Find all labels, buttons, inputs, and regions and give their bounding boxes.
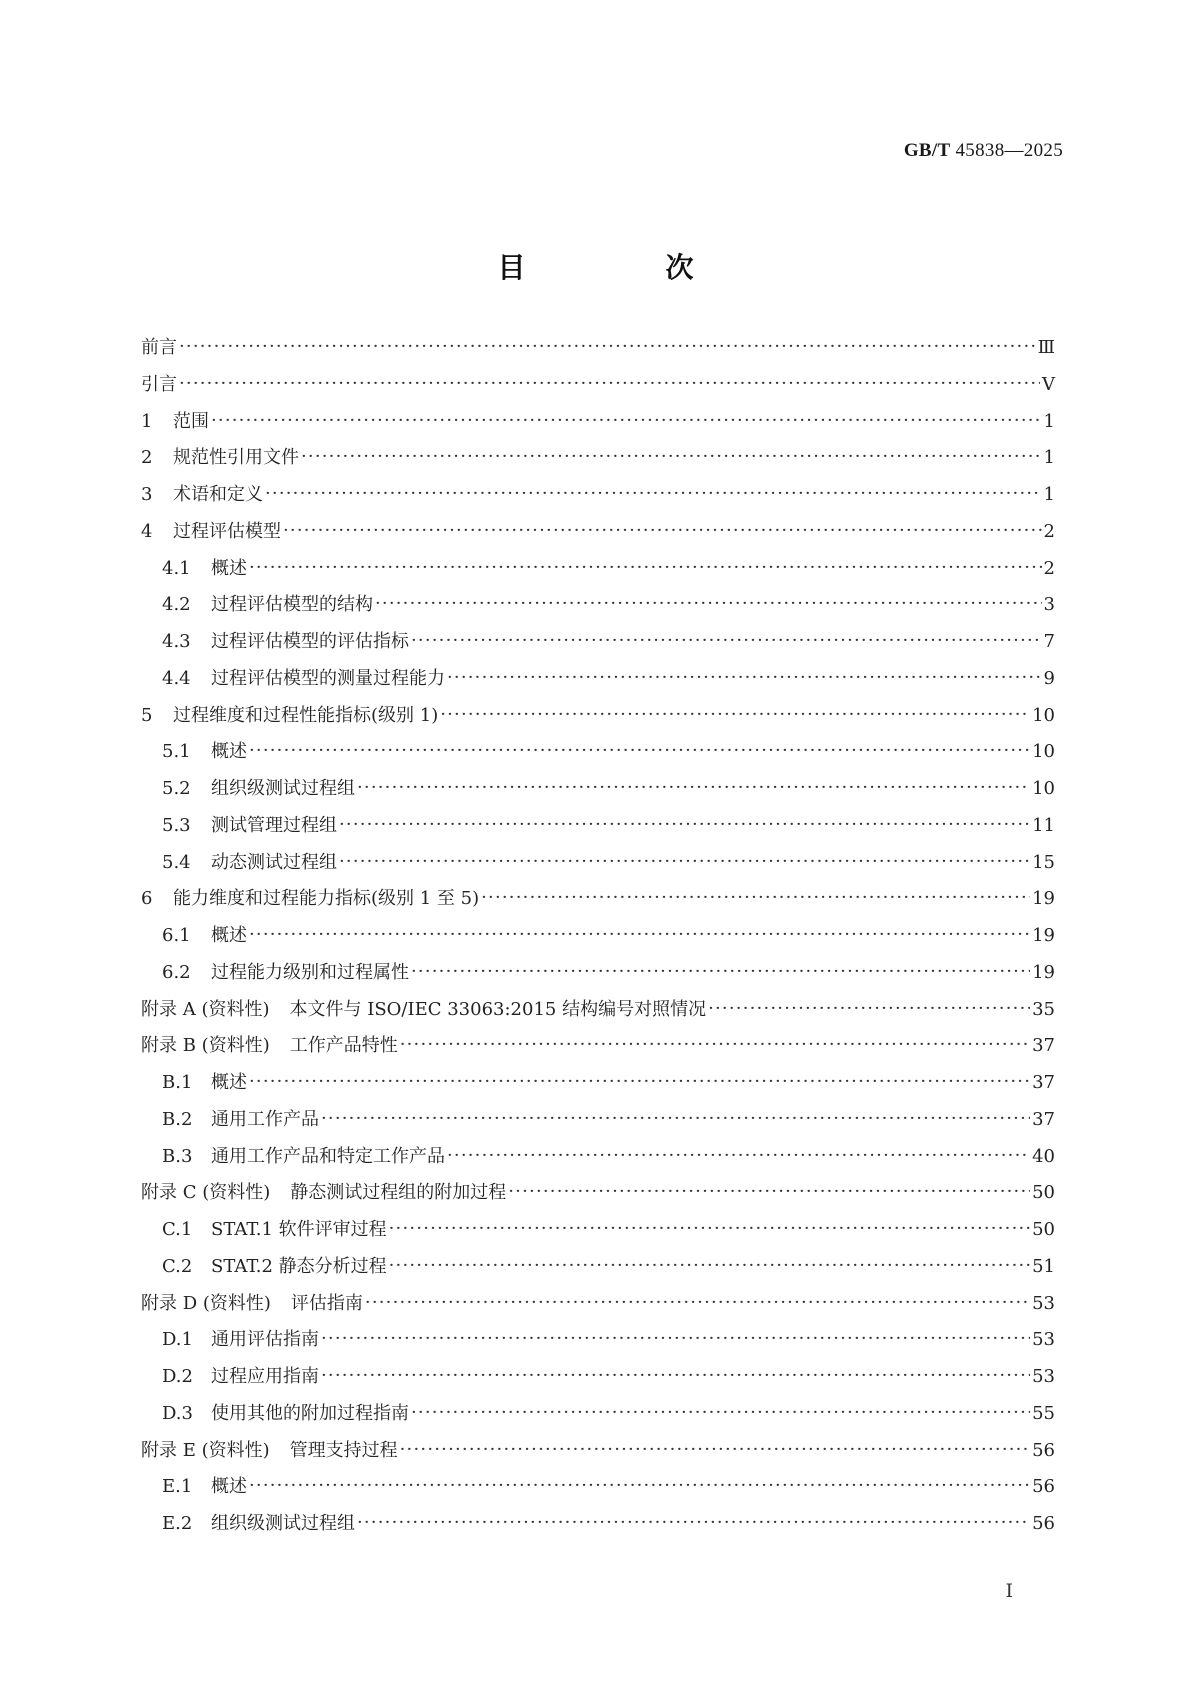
toc-entry-number: D.3 (162, 1402, 193, 1424)
toc-entry-page: 1 (1043, 484, 1055, 505)
toc-dot-leader (301, 439, 1042, 476)
toc-entry[interactable] (141, 918, 1055, 955)
toc-dot-leader (508, 1174, 1030, 1211)
toc-entry[interactable] (141, 1175, 1055, 1212)
toc-dot-leader (400, 1027, 1030, 1064)
toc-dot-leader (440, 697, 1030, 734)
toc-dot-leader (321, 1101, 1030, 1138)
toc-entry-label: 通用工作产品 (211, 1108, 319, 1130)
toc-entry-page: 1 (1043, 447, 1055, 469)
toc-entry-number: 4.3 (162, 631, 191, 652)
toc-entry-label: 本文件与 ISO/IEC 33063:2015 结构编号对照情况 (289, 998, 707, 1020)
toc-entry-label: 能力维度和过程能力指标(级别 1 至 5) (173, 888, 480, 910)
toc-dot-leader (365, 1285, 1030, 1322)
toc-dot-leader (249, 550, 1042, 587)
toc-entry-number: 5.1 (162, 741, 191, 763)
toc-entry-page: 51 (1032, 1255, 1055, 1277)
toc-entry-label: 概述 (211, 1476, 247, 1498)
toc-dot-leader (249, 1468, 1030, 1505)
toc-entry-number: 4.4 (162, 667, 191, 689)
toc-dot-leader (321, 1358, 1030, 1395)
toc-entry[interactable] (141, 330, 1055, 367)
toc-entry-label: 测试管理过程组 (211, 814, 337, 836)
toc-entry[interactable] (141, 1249, 1055, 1286)
toc-dot-leader (411, 1395, 1030, 1432)
toc-entry-label: 动态测试过程组 (211, 851, 337, 873)
toc-entry[interactable] (141, 514, 1055, 551)
toc-entry-number: 5.4 (162, 851, 191, 873)
toc-entry-label: 通用评估指南 (211, 1329, 319, 1351)
toc-entry-label: 概述 (211, 1072, 247, 1093)
toc-entry-page: 50 (1032, 1219, 1055, 1240)
toc-entry[interactable] (141, 1506, 1055, 1543)
toc-dot-leader (357, 1505, 1030, 1542)
toc-entry-page: 11 (1032, 814, 1055, 836)
toc-entry-page: 1 (1043, 410, 1055, 432)
toc-entry[interactable] (141, 1102, 1055, 1139)
toc-entry-label: 过程能力级别和过程属性 (211, 961, 409, 983)
toc-entry[interactable] (141, 477, 1055, 514)
toc-entry[interactable] (141, 1139, 1055, 1176)
toc-entry[interactable] (141, 1212, 1055, 1249)
toc-dot-leader (481, 880, 1030, 917)
toc-entry[interactable] (141, 367, 1055, 404)
toc-entry-label: 过程评估模型的测量过程能力 (211, 667, 445, 689)
toc-entry[interactable] (141, 661, 1055, 698)
toc-entry-number: D.2 (162, 1366, 193, 1387)
standard-code (904, 140, 1063, 162)
toc-entry-page: 19 (1032, 925, 1055, 946)
page-title: 目 次 (497, 251, 750, 284)
toc-dot-leader (411, 623, 1042, 660)
toc-entry-page: Ⅴ (1042, 373, 1055, 395)
toc-entry-page: 56 (1032, 1513, 1055, 1534)
toc-entry-page: 53 (1032, 1366, 1055, 1387)
toc-entry-number: 附录 C (资料性) (141, 1182, 271, 1204)
toc-entry-number: 2 (141, 447, 153, 469)
toc-entry-label: 范围 (173, 410, 209, 432)
toc-entry-label: 过程评估模型的评估指标 (211, 631, 409, 652)
toc-entry[interactable] (141, 1065, 1055, 1102)
toc-entry-label: 规范性引用文件 (173, 447, 299, 469)
toc-entry-label: 过程评估模型的结构 (211, 594, 373, 616)
toc-dot-leader (249, 917, 1030, 954)
toc-entry-label: 通用工作产品和特定工作产品 (211, 1145, 445, 1167)
toc-dot-leader (411, 954, 1030, 991)
toc-dot-leader (357, 770, 1030, 807)
toc-entry-label: 术语和定义 (173, 484, 263, 505)
toc-dot-leader (339, 844, 1030, 881)
toc-entry[interactable] (141, 881, 1055, 918)
toc-entry-page: 40 (1032, 1145, 1055, 1167)
toc-entry-number: 6.1 (162, 925, 191, 946)
toc-entry-label: 前言 (141, 337, 177, 358)
toc-entry-number: 4 (141, 520, 153, 542)
toc-entry-label: 概述 (211, 925, 247, 946)
toc-dot-leader (265, 476, 1042, 513)
toc-entry-number: 3 (141, 484, 153, 505)
toc-entry-label: 概述 (211, 557, 247, 579)
toc-entry-number: 5.3 (162, 814, 191, 836)
toc-entry-page: 37 (1032, 1072, 1055, 1093)
toc-entry[interactable] (141, 698, 1055, 735)
toc-dot-leader (249, 1064, 1030, 1101)
toc-entry-page: 50 (1032, 1182, 1055, 1204)
toc-entry-number: C.1 (162, 1219, 193, 1240)
toc-entry-page: 15 (1032, 851, 1055, 873)
toc-dot-leader (211, 403, 1042, 440)
toc-dot-leader (447, 1138, 1030, 1175)
toc-entry-number: 4.1 (162, 557, 191, 579)
toc-entry-number: 附录 A (资料性) (141, 998, 270, 1020)
toc-entry-page: 19 (1032, 961, 1055, 983)
toc-entry-label: STAT.1 软件评审过程 (211, 1219, 387, 1240)
toc-dot-leader (708, 991, 1030, 1028)
toc-entry[interactable] (141, 1286, 1055, 1323)
toc-entry[interactable] (141, 1322, 1055, 1359)
toc-entry-page: 53 (1032, 1292, 1055, 1314)
toc-entry-label: 组织级测试过程组 (211, 778, 355, 799)
toc-entry-number: B.1 (162, 1072, 193, 1093)
toc-entry-label: 工作产品特性 (289, 1035, 398, 1057)
toc-dot-leader (283, 513, 1042, 550)
toc-entry-page: 10 (1032, 741, 1055, 763)
toc-entry[interactable] (141, 587, 1055, 624)
toc-entry-label: 过程评估模型 (173, 520, 281, 542)
toc-entry-page: 10 (1032, 704, 1055, 726)
toc-entry-number: 附录 E (资料性) (141, 1439, 270, 1461)
standard-code-number: 45838—2025 (955, 140, 1063, 161)
toc-entry-number: 5.2 (162, 778, 191, 799)
toc-entry-number: B.3 (162, 1145, 193, 1167)
toc-entry[interactable] (141, 1028, 1055, 1065)
toc-entry-number: 6.2 (162, 961, 191, 983)
toc-entry-label: 引言 (141, 373, 177, 395)
toc-entry-number: 附录 D (资料性) (141, 1292, 271, 1314)
toc-entry-label: 使用其他的附加过程指南 (211, 1402, 409, 1424)
toc-entry[interactable] (141, 1359, 1055, 1396)
toc-entry-label: 评估指南 (290, 1292, 363, 1314)
toc-entry-page: 35 (1032, 998, 1055, 1020)
standard-code-prefix: GB/T (903, 140, 951, 161)
toc-entry-page: 56 (1032, 1476, 1055, 1498)
toc-entry-page: Ⅲ (1037, 337, 1055, 358)
toc-dot-leader (249, 733, 1030, 770)
toc-entry[interactable] (141, 1469, 1055, 1506)
toc-entry-number: E.2 (162, 1513, 193, 1534)
toc-dot-leader (389, 1248, 1030, 1285)
toc-dot-leader (179, 366, 1040, 403)
toc-entry-label: 管理支持过程 (289, 1439, 398, 1461)
toc-entry-page: 2 (1043, 520, 1055, 542)
toc-dot-leader (339, 807, 1030, 844)
toc-entry[interactable] (141, 992, 1055, 1029)
toc-entry-label: 概述 (211, 741, 247, 763)
toc-entry-page: 9 (1043, 667, 1055, 689)
toc-entry-label: 静态测试过程组的附加过程 (290, 1182, 507, 1204)
toc-entry-page: 7 (1043, 631, 1055, 652)
toc-entry[interactable] (141, 1433, 1055, 1470)
toc-entry[interactable] (141, 845, 1055, 882)
toc-dot-leader (375, 586, 1042, 623)
toc-entry[interactable] (141, 551, 1055, 588)
toc-entry-number: 5 (141, 704, 153, 726)
toc-entry-number: 4.2 (162, 594, 191, 616)
toc-entry[interactable] (141, 1396, 1055, 1433)
toc-dot-leader (400, 1432, 1030, 1469)
toc-entry-page: 10 (1032, 778, 1055, 799)
toc-entry-number: C.2 (162, 1255, 193, 1277)
toc-entry-page: 37 (1032, 1108, 1055, 1130)
table-of-contents (141, 330, 1055, 1543)
toc-entry[interactable] (141, 404, 1055, 441)
toc-entry-number: B.2 (162, 1108, 193, 1130)
toc-entry-number: 附录 B (资料性) (141, 1035, 270, 1057)
toc-entry-number: 1 (141, 410, 153, 432)
toc-entry[interactable] (141, 440, 1055, 477)
toc-entry-number: 6 (141, 888, 153, 910)
page-number: I (1005, 1580, 1013, 1602)
toc-entry[interactable] (141, 734, 1055, 771)
toc-entry-page: 3 (1043, 594, 1055, 616)
toc-entry[interactable] (141, 771, 1055, 808)
toc-dot-leader (321, 1321, 1030, 1358)
toc-entry-page: 2 (1043, 557, 1055, 579)
toc-entry[interactable] (141, 624, 1055, 661)
toc-entry-page: 53 (1032, 1329, 1055, 1351)
toc-entry-label: STAT.2 静态分析过程 (211, 1255, 387, 1277)
toc-dot-leader (179, 329, 1036, 366)
toc-entry-label: 过程应用指南 (211, 1366, 319, 1387)
toc-dot-leader (389, 1211, 1030, 1248)
toc-dot-leader (447, 660, 1042, 697)
toc-entry-label: 组织级测试过程组 (211, 1513, 355, 1534)
toc-entry[interactable] (141, 808, 1055, 845)
toc-entry-page: 56 (1032, 1439, 1055, 1461)
toc-entry-number: D.1 (162, 1329, 193, 1351)
toc-entry-page: 37 (1032, 1035, 1055, 1057)
toc-entry-page: 19 (1032, 888, 1055, 910)
toc-entry-label: 过程维度和过程性能指标(级别 1) (173, 704, 439, 726)
toc-entry-number: E.1 (162, 1476, 193, 1498)
toc-entry-page: 55 (1032, 1402, 1055, 1424)
toc-entry[interactable] (141, 955, 1055, 992)
